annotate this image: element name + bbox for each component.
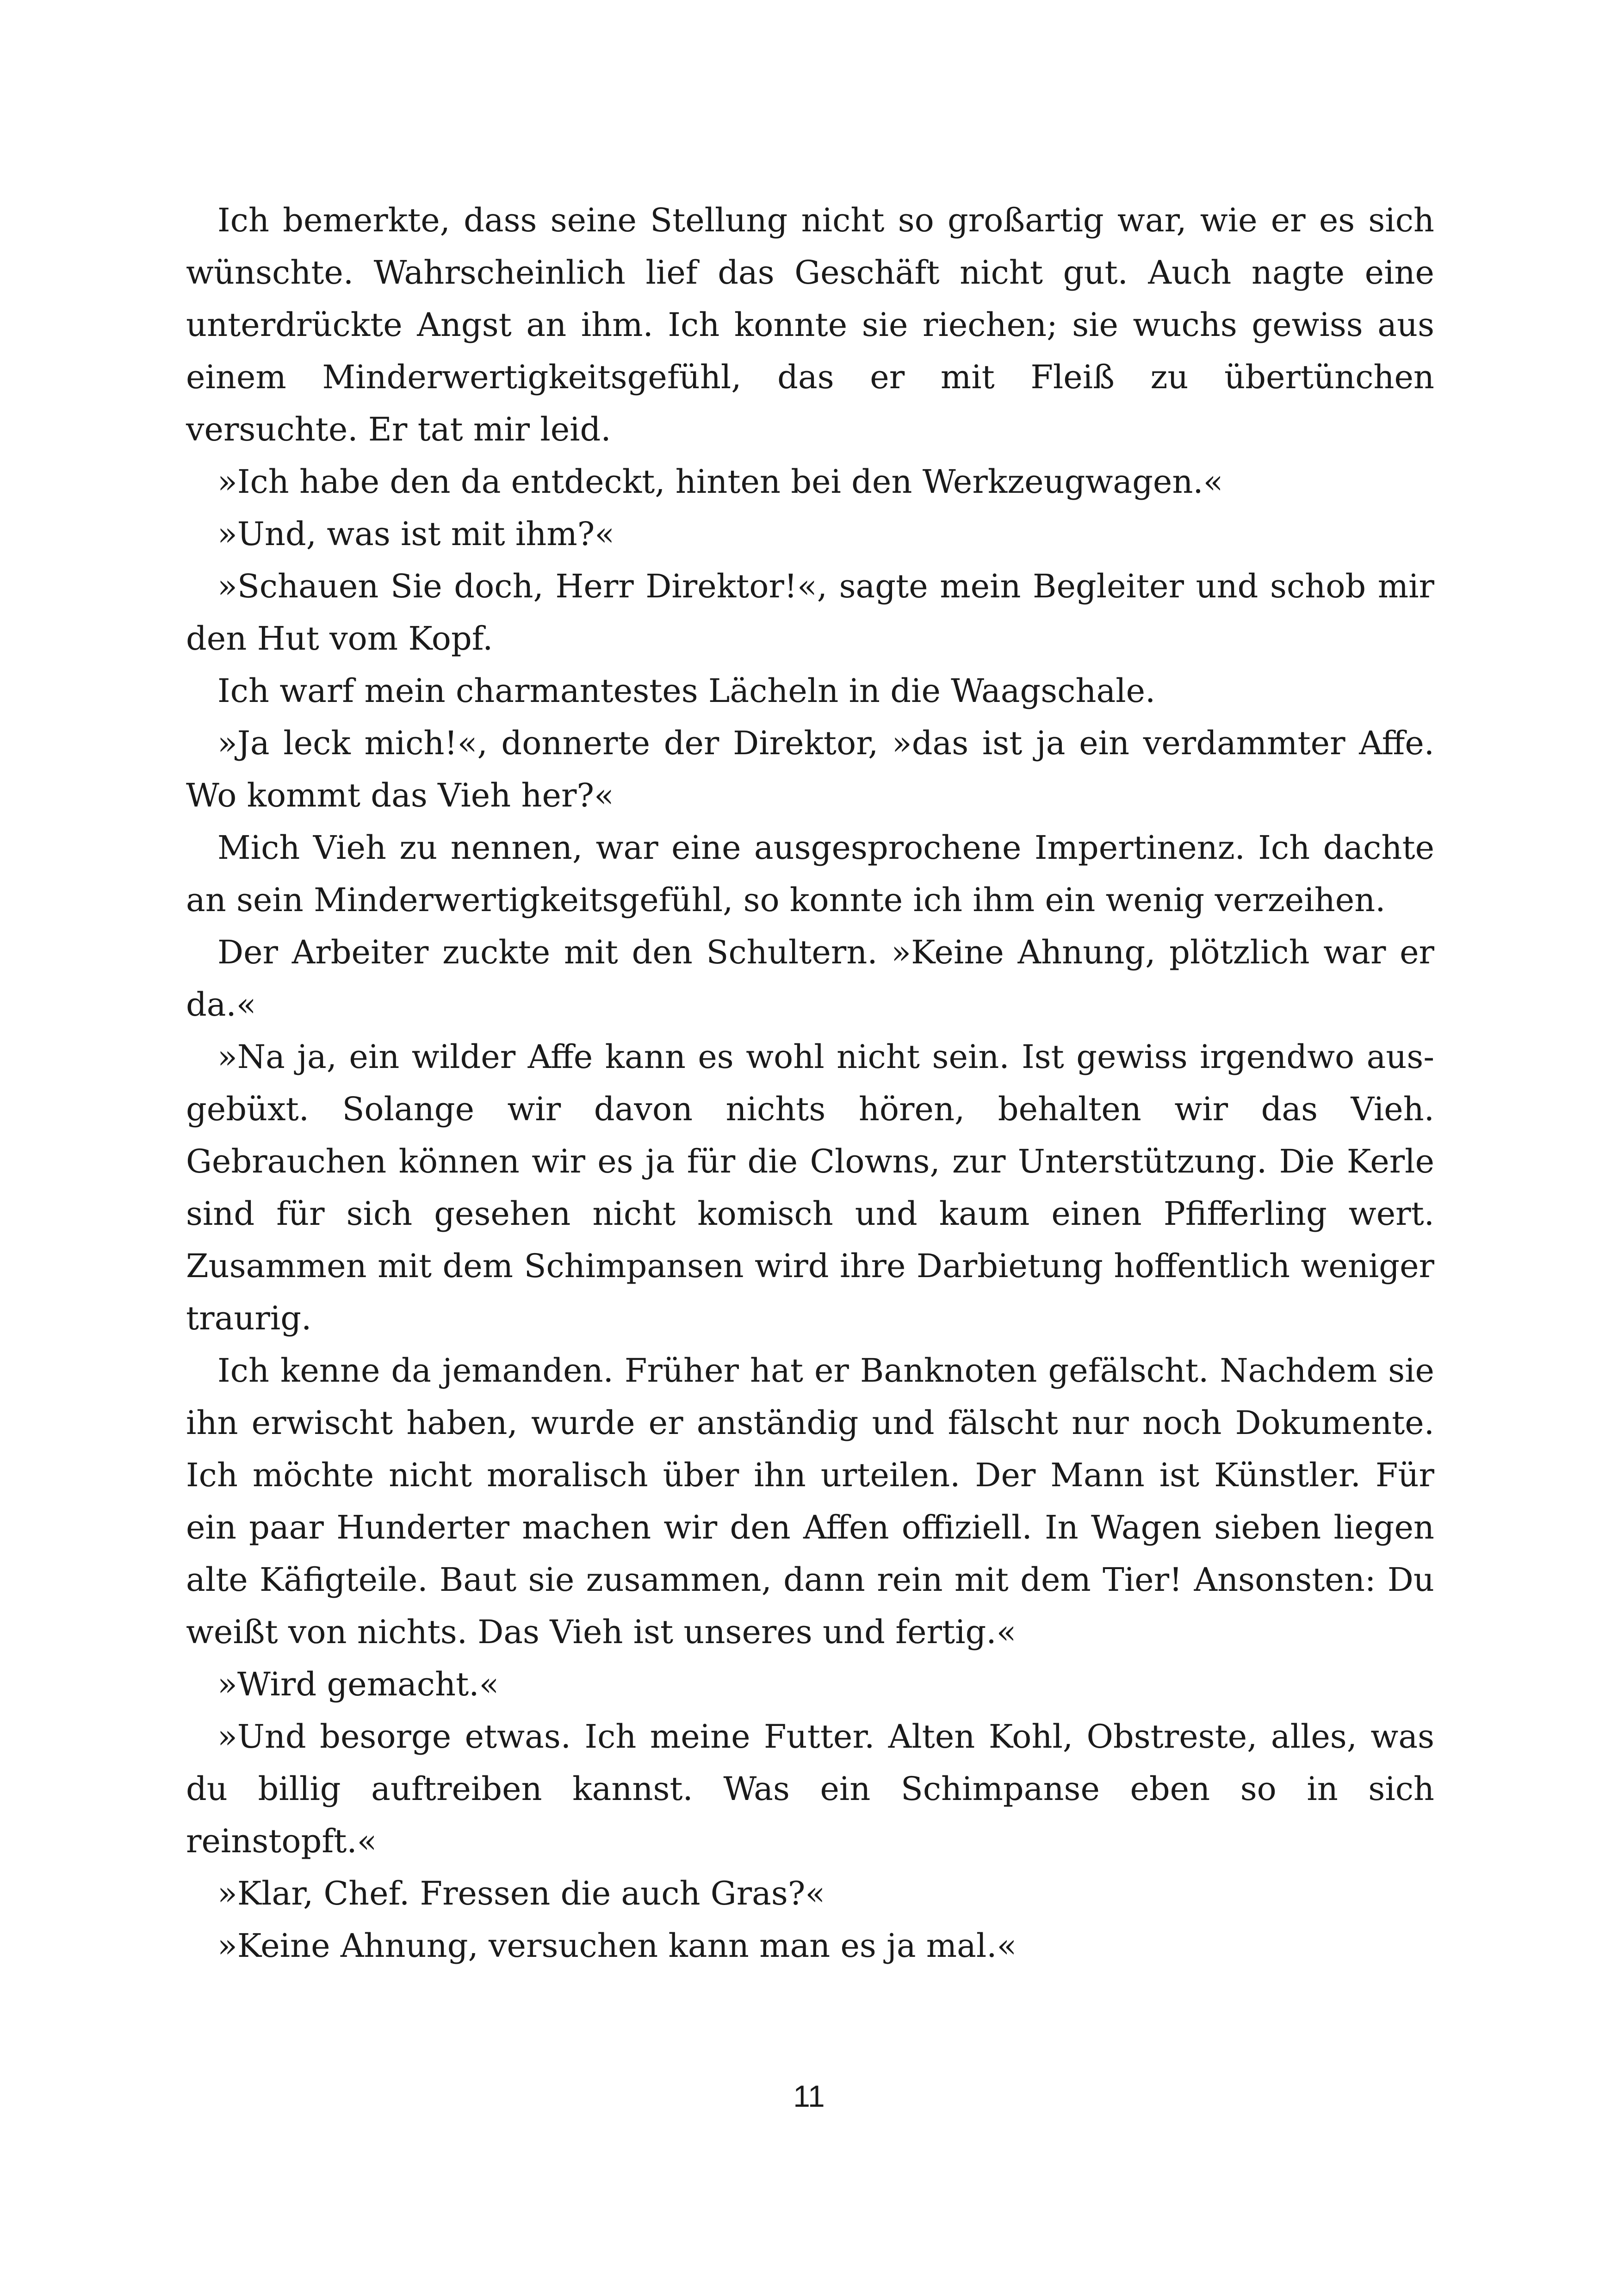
paragraph: Ich kenne da jemanden. Früher hat er Banknoten gefälscht. Nachdem sie ihn erwischt haben, wurde er anständig und fälscht nur noch Dokumente. Ich möchte nicht moralisch über ihn urteilen. Der Mann ist Künstler. Für ein paar Hunderter machen wir den Affen offiziell. In Wagen sieben liegen alte Käfigteile. Baut sie zusammen, dann rein mit dem Tier! Ansonsten: Du weißt von nichts. Das Vieh ist unseres und fertig.« [186, 1352, 1434, 1651]
paragraph: Mich Vieh zu nennen, war eine ausgesprochene Impertinenz. Ich dachte an sein Minderwertigkeitsgefühl, so konnte ich ihm ein wenig verzeihen. [186, 829, 1434, 919]
paragraph: »Klar, Chef. Fressen die auch Gras?« [217, 1874, 825, 1912]
paragraph: Ich warf mein charmantestes Lächeln in die Waagschale. [217, 672, 1156, 710]
paragraph: »Keine Ahnung, versuchen kann man es ja mal.« [217, 1927, 1017, 1965]
paragraph: »Ich habe den da entdeckt, hinten bei den Werkzeugwagen.« [217, 463, 1223, 501]
paragraph: Der Arbeiter zuckte mit den Schultern. »Keine Ahnung, plötzlich war er da.« [186, 933, 1434, 1024]
page-number: 11 [793, 2079, 825, 2113]
paragraph: »Na ja, ein wilder Affe kann es wohl nicht sein. Ist gewiss irgendwo ausgebüxt. Solange wir davon nichts hören, behalten wir das Vieh. Gebrauchen können wir es ja für die Clowns, zur Unterstützung. Die Kerle sind für sich gesehen nicht komisch und kaum einen Pfifferling wert. Zusammen mit dem Schimpansen wird ihre Darbietung hoffentlich weniger traurig. [186, 1038, 1434, 1337]
paragraph: Ich bemerkte, dass seine Stellung nicht so großartig war, wie er es sich wünschte. Wahrscheinlich lief das Geschäft nicht gut. Auch nagte eine unterdrückte Angst an ihm. Ich konnte sie riechen; sie wuchs gewiss aus einem Minderwertigkeitsgefühl, das er mit Fleiß zu übertünchen versuchte. Er tat mir leid. [186, 201, 1434, 448]
paragraph: »Und, was ist mit ihm?« [217, 515, 615, 553]
paragraph: »Schauen Sie doch, Herr Direktor!«, sagte mein Begleiter und schob mir den Hut vom Kopf. [186, 567, 1434, 658]
body-text [186, 194, 1434, 1972]
paragraph: »Und besorge etwas. Ich meine Futter. Alten Kohl, Obstreste, alles, was du billig auftreiben kannst. Was ein Schimpanse eben so in sich reinstopft.« [186, 1718, 1434, 1860]
paragraph: »Ja leck mich!«, donnerte der Direktor, »das ist ja ein verdammter Affe. Wo kommt das Vieh her?« [186, 724, 1434, 814]
paragraph: »Wird gemacht.« [217, 1665, 499, 1703]
